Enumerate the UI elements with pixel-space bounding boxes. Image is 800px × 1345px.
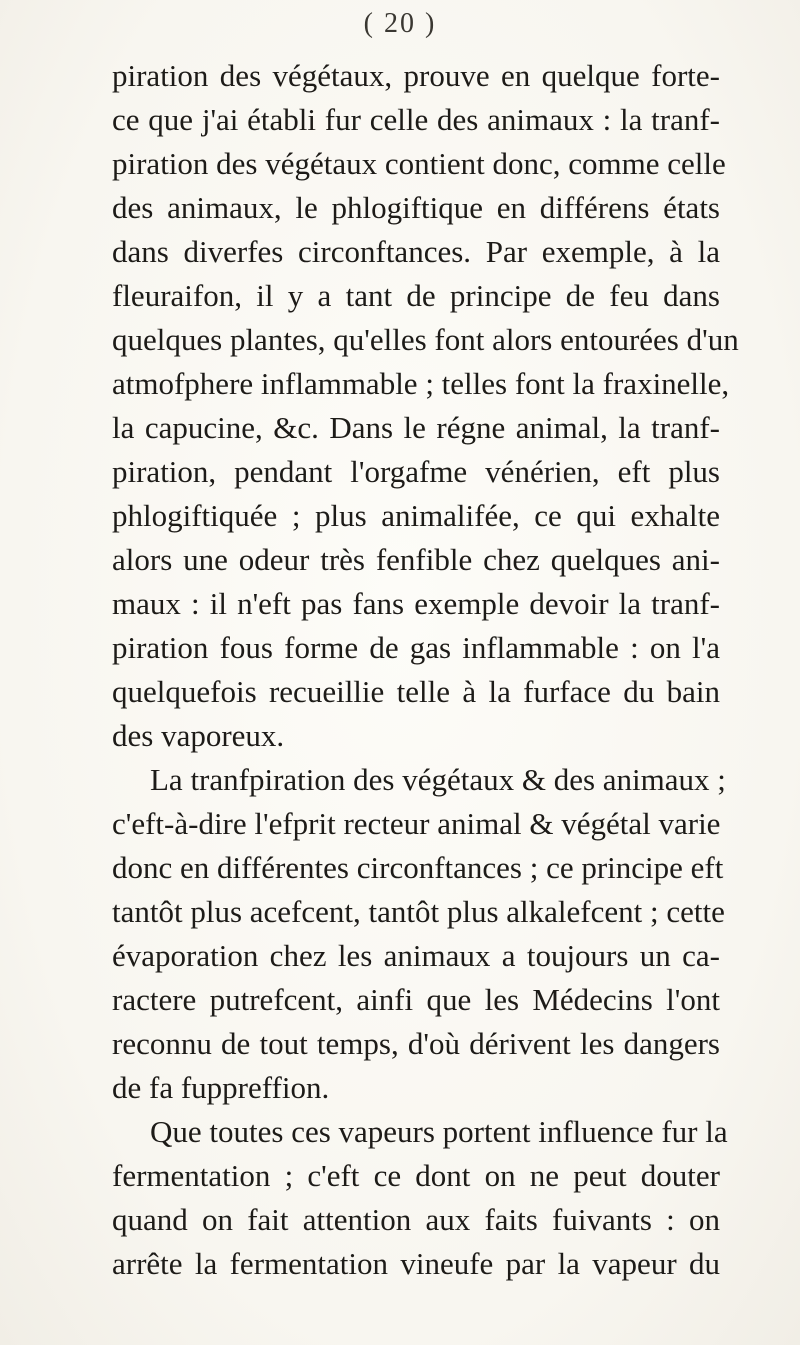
- text-line: phlogiftiquée ; plus animalifée, ce qui exhalte: [112, 498, 720, 533]
- text-line: fleuraifon, il y a tant de principe de feu dans: [112, 278, 720, 313]
- paragraph-start-line: Que toutes ces vapeurs portent influence fur la: [150, 1114, 728, 1149]
- page-number: ( 20 ): [363, 8, 437, 39]
- text-line: c'eft-à-dire l'efprit recteur animal & végétal varie: [112, 806, 721, 841]
- text-line: évaporation chez les animaux a toujours un ca-: [112, 938, 720, 973]
- text-line: quelques plantes, qu'elles font alors entourées d'un: [112, 322, 739, 357]
- text-line: maux : il n'eft pas fans exemple devoir la tranf-: [112, 586, 720, 621]
- text-line: la capucine, &c. Dans le régne animal, la tranf-: [112, 410, 720, 445]
- text-line: fermentation ; c'eft ce dont on ne peut douter: [112, 1158, 720, 1193]
- text-line: quand on fait attention aux faits fuivants : on: [112, 1202, 720, 1237]
- text-line: quelquefois recueillie telle à la furface du bain: [112, 674, 720, 709]
- text-line: piration, pendant l'orgafme vénérien, eft plus: [112, 454, 720, 489]
- text-line: des animaux, le phlogiftique en différens états: [112, 190, 720, 225]
- paragraph-start-line: La tranfpiration des végétaux & des animaux ;: [150, 762, 726, 797]
- text-line: arrête la fermentation vineufe par la vapeur du: [112, 1246, 720, 1281]
- text-line: reconnu de tout temps, d'où dérivent les dangers: [112, 1026, 720, 1061]
- text-line: alors une odeur très fenfible chez quelques ani-: [112, 542, 720, 577]
- paragraph-end-line: des vaporeux.: [112, 718, 285, 753]
- text-line: piration des végétaux contient donc, comme celle: [112, 146, 726, 181]
- text-line: donc en différentes circonftances ; ce principe eft: [112, 850, 724, 885]
- paragraph-end-line: de fa fuppreffion.: [112, 1070, 330, 1105]
- text-line: ce que j'ai établi fur celle des animaux : la tranf-: [112, 102, 720, 137]
- text-line: tantôt plus acefcent, tantôt plus alkalefcent ; cette: [112, 894, 725, 929]
- text-line: piration fous forme de gas inflammable : on l'a: [112, 630, 720, 665]
- text-line: atmofphere inflammable ; telles font la fraxinelle,: [112, 366, 730, 401]
- text-line: piration des végétaux, prouve en quelque forte-: [112, 58, 720, 93]
- text-line: ractere putrefcent, ainfi que les Médecins l'ont: [112, 982, 720, 1017]
- text-line: dans diverfes circonftances. Par exemple, à la: [112, 234, 720, 269]
